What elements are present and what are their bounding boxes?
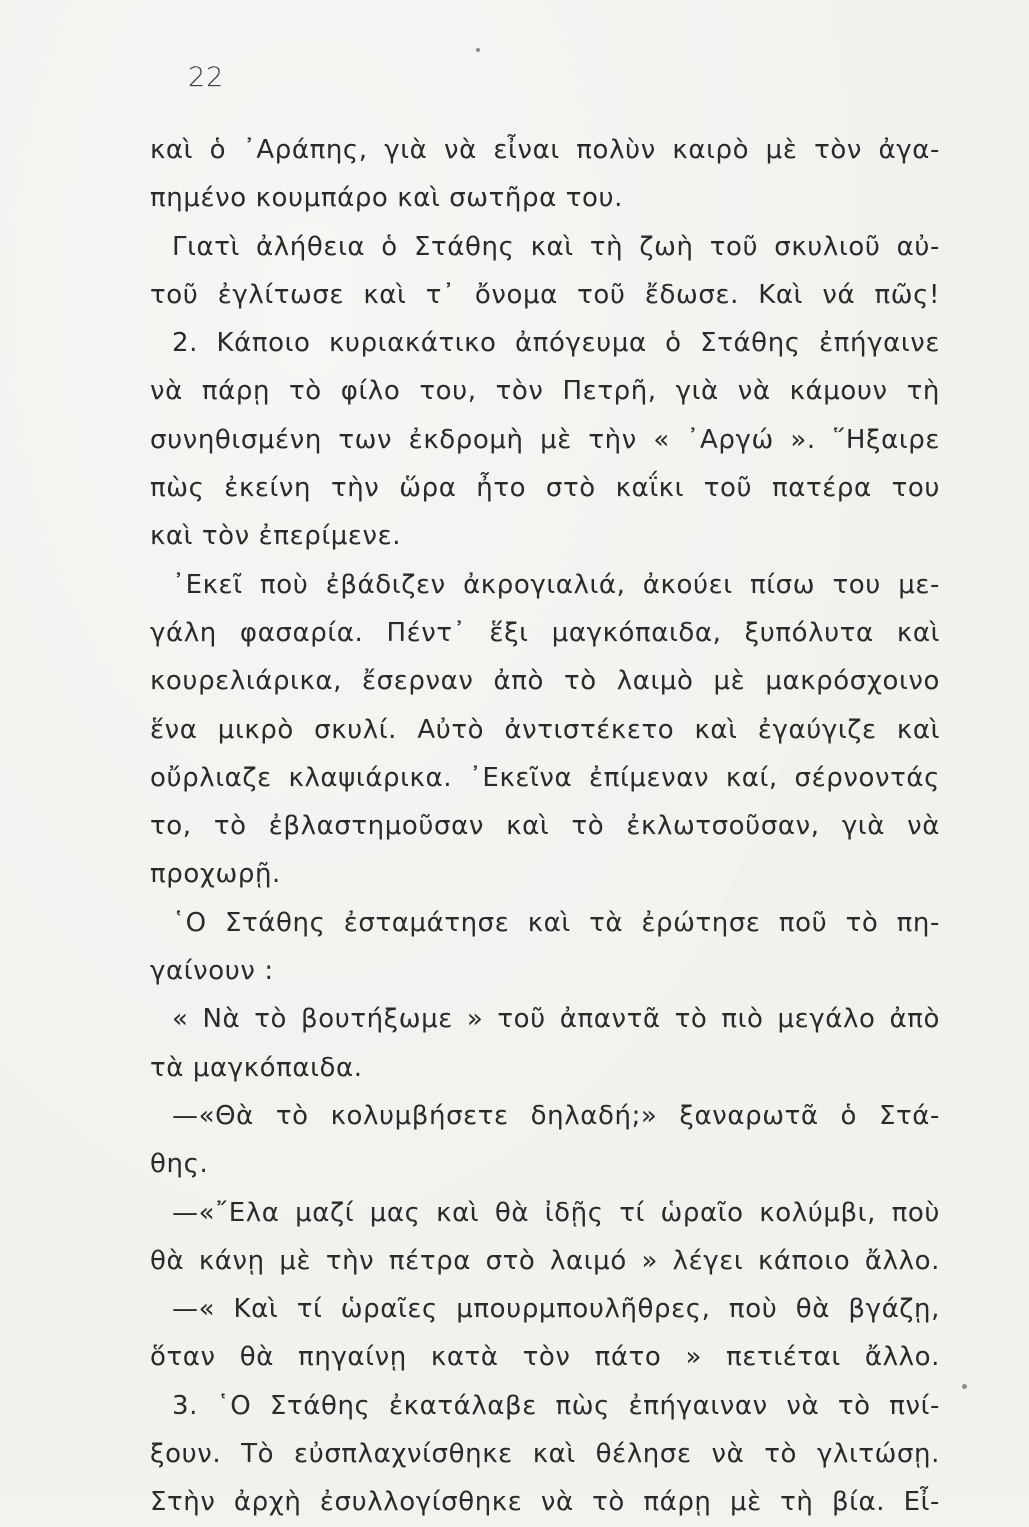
text-line: —«῎Ελα μαζί μας καὶ θὰ ἰδῇς τί ὡραῖο κολύμβι, ποὺ xyxy=(172,1197,940,1228)
body-text xyxy=(150,126,940,1527)
text-line: καὶ ὁ ᾿Αράπης, γιὰ νὰ εἶναι πολὺν καιρὸ μὲ τὸν ἀγα- xyxy=(150,135,940,165)
text-line: πὼς ἐκείνη τὴν ὥρα ἦτο στὸ καΐκι τοῦ πατέρα του xyxy=(150,473,940,504)
text-line: καὶ τὸν ἐπερίμενε. xyxy=(150,521,402,552)
text-line: ὅταν θὰ πηγαίνῃ κατὰ τὸν πάτο » πετιέται ἄλλο. xyxy=(150,1342,940,1373)
text-line: νὰ πάρῃ τὸ φίλο του, τὸν Πετρῆ, γιὰ νὰ κάμουν τὴ xyxy=(150,376,940,407)
text-line: συνηθισμένη των ἐκδρομὴ μὲ τὴν « ᾿Αργώ ». ῞Ηξαιρε xyxy=(150,424,940,455)
text-line: 2. Κάποιο κυριακάτικο ἀπόγευμα ὁ Στάθης ἐπήγαινε xyxy=(172,328,940,359)
text-line: γάλη φασαρία. Πέντ᾿ ἕξι μαγκόπαιδα, ξυπόλυτα καὶ xyxy=(150,617,940,648)
text-line: ξουν. Τὸ εὐσπλαχνίσθηκε καὶ θέλησε νὰ τὸ γλιτώσῃ. xyxy=(150,1439,940,1470)
text-line: γαίνουν : xyxy=(150,956,274,987)
paper-speck xyxy=(962,1384,967,1389)
text-line: τοῦ ἐγλίτωσε καὶ τ᾿ ὄνομα τοῦ ἔδωσε. Καὶ νά πῶς! xyxy=(150,279,940,310)
text-line: τὰ μαγκόπαιδα. xyxy=(150,1052,363,1083)
text-line: —« Καὶ τί ὡραῖες μπουρμπουλῆθρες, ποὺ θὰ βγάζῃ, xyxy=(172,1294,940,1325)
text-line: το, τὸ ἐβλαστημοῦσαν καὶ τὸ ἐκλωτσοῦσαν, γιὰ νὰ xyxy=(150,811,940,842)
text-line: Γιατὶ ἀλήθεια ὁ Στάθης καὶ τὴ ζωὴ τοῦ σκυλιοῦ αὐ- xyxy=(172,231,940,262)
text-line: ῾Ο Στάθης ἐσταμάτησε καὶ τὰ ἐρώτησε ποῦ τὸ πη- xyxy=(172,907,940,938)
text-line: θης. xyxy=(150,1149,209,1180)
text-line: θὰ κάνῃ μὲ τὴν πέτρα στὸ λαιμό » λέγει κάποιο ἄλλο. xyxy=(150,1245,940,1276)
text-line: ᾿Εκεῖ ποὺ ἐβάδιζεν ἀκρογιαλιά, ἀκούει πίσω του με- xyxy=(172,569,940,600)
text-line: προχωρῇ. xyxy=(150,859,281,890)
text-line: « Νὰ τὸ βουτήξωμε » τοῦ ἀπαντᾶ τὸ πιὸ μεγάλο ἀπὸ xyxy=(172,1004,940,1035)
text-line: —«Θὰ τὸ κολυμβήσετε δηλαδή;» ξαναρωτᾶ ὁ Στά- xyxy=(172,1100,940,1131)
text-line: κουρελιάρικα, ἔσερναν ἀπὸ τὸ λαιμὸ μὲ μακρόσχοινο xyxy=(150,666,940,697)
paper-speck xyxy=(476,48,480,52)
text-line: πημένο κουμπάρο καὶ σωτῆρα του. xyxy=(150,183,623,214)
page-number: 22 xyxy=(188,62,225,93)
text-line: ἕνα μικρὸ σκυλί. Αὐτὸ ἀντιστέκετο καὶ ἐγαύγιζε καὶ xyxy=(150,714,940,745)
text-line: 3. ῾Ο Στάθης ἐκατάλαβε πὼς ἐπήγαιναν νὰ τὸ πνί- xyxy=(172,1390,940,1421)
text-line: Στὴν ἀρχὴ ἐσυλλογίσθηκε νὰ τὸ πάρῃ μὲ τὴ βία. Εἶ- xyxy=(150,1487,940,1518)
text-line: οὔρλιαζε κλαψιάρικα. ᾿Εκεῖνα ἐπίμεναν καί, σέρνοντάς xyxy=(150,762,940,793)
